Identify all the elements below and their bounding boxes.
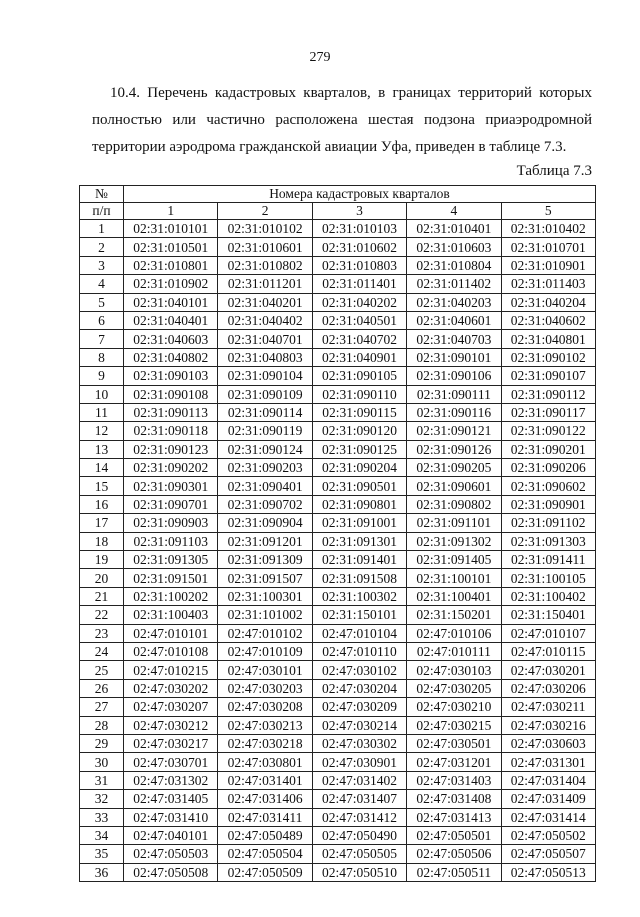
cadastral-number-cell: 02:47:031412 [312,808,406,826]
table-row [80,275,596,293]
page-number: 279 [309,50,331,65]
cadastral-number-cell: 02:47:010215 [124,661,218,679]
cadastral-number-cell: 02:31:091102 [501,514,595,532]
table-header [80,186,596,220]
cadastral-number-cell: 02:31:010802 [218,256,312,274]
cadastral-number-cell: 02:31:090903 [124,514,218,532]
row-number: 20 [80,569,124,587]
row-number: 12 [80,422,124,440]
table-row [80,642,596,660]
cadastral-number-cell: 02:31:040402 [218,311,312,329]
cadastral-number-cell: 02:47:030207 [124,698,218,716]
cadastral-number-cell: 02:31:011402 [407,275,501,293]
table-row [80,845,596,863]
cadastral-number-cell: 02:47:031401 [218,771,312,789]
cadastral-number-cell: 02:31:150201 [407,606,501,624]
cadastral-number-cell: 02:47:050506 [407,845,501,863]
cadastral-number-cell: 02:47:010101 [124,624,218,642]
table-row [80,403,596,421]
cadastral-number-cell: 02:47:030217 [124,734,218,752]
row-number: 24 [80,642,124,660]
table-row [80,367,596,385]
cadastral-number-cell: 02:31:010804 [407,256,501,274]
cadastral-number-cell: 02:47:030205 [407,679,501,697]
row-number: 14 [80,459,124,477]
cadastral-number-cell: 02:31:090102 [501,348,595,366]
cadastral-number-cell: 02:47:010107 [501,624,595,642]
cadastral-number-cell: 02:31:040401 [124,311,218,329]
cadastral-number-cell: 02:31:090112 [501,385,595,403]
cadastral-number-cell: 02:31:091501 [124,569,218,587]
cadastral-number-cell: 02:31:010101 [124,220,218,238]
cadastral-number-cell: 02:47:030212 [124,716,218,734]
cadastral-number-cell: 02:31:090904 [218,514,312,532]
cadastral-number-cell: 02:47:030201 [501,661,595,679]
table-row [80,771,596,789]
cadastral-number-cell: 02:47:031410 [124,808,218,826]
cadastral-number-cell: 02:31:011403 [501,275,595,293]
cadastral-number-cell: 02:47:010109 [218,642,312,660]
cadastral-number-cell: 02:47:031411 [218,808,312,826]
cadastral-number-cell: 02:47:050513 [501,863,595,881]
cadastral-number-cell: 02:31:090701 [124,495,218,513]
cadastral-number-cell: 02:31:090115 [312,403,406,421]
cadastral-number-cell: 02:31:010102 [218,220,312,238]
cadastral-number-cell: 02:47:030215 [407,716,501,734]
row-number: 29 [80,734,124,752]
cadastral-quarters-table [79,185,596,882]
cadastral-number-cell: 02:47:030901 [312,753,406,771]
row-number: 30 [80,753,124,771]
cadastral-number-cell: 02:47:030801 [218,753,312,771]
cadastral-number-cell: 02:47:030211 [501,698,595,716]
cadastral-number-cell: 02:31:090205 [407,459,501,477]
cadastral-number-cell: 02:31:010901 [501,256,595,274]
cadastral-number-cell: 02:47:050489 [218,826,312,844]
cadastral-number-cell: 02:47:030102 [312,661,406,679]
cadastral-number-cell: 02:31:090109 [218,385,312,403]
table-row [80,238,596,256]
table-row [80,348,596,366]
cadastral-number-cell: 02:47:031405 [124,790,218,808]
cadastral-number-cell: 02:31:010801 [124,256,218,274]
cadastral-number-cell: 02:47:030204 [312,679,406,697]
column-header: 1 [124,203,218,220]
cadastral-number-cell: 02:31:090116 [407,403,501,421]
cadastral-number-cell: 02:47:040101 [124,826,218,844]
cadastral-number-cell: 02:31:091411 [501,551,595,569]
cadastral-number-cell: 02:31:100402 [501,587,595,605]
cadastral-number-cell: 02:47:030208 [218,698,312,716]
cadastral-number-cell: 02:47:050490 [312,826,406,844]
table-row [80,422,596,440]
cadastral-number-cell: 02:47:050501 [407,826,501,844]
cadastral-number-cell: 02:31:090122 [501,422,595,440]
table-row [80,826,596,844]
row-number: 25 [80,661,124,679]
cadastral-number-cell: 02:47:030101 [218,661,312,679]
cadastral-number-cell: 02:31:090201 [501,440,595,458]
cadastral-number-cell: 02:47:031408 [407,790,501,808]
cadastral-number-cell: 02:47:050505 [312,845,406,863]
row-number: 2 [80,238,124,256]
cadastral-number-cell: 02:31:090120 [312,422,406,440]
cadastral-number-cell: 02:31:091001 [312,514,406,532]
cadastral-number-cell: 02:31:010902 [124,275,218,293]
cadastral-number-cell: 02:31:090117 [501,403,595,421]
cadastral-number-cell: 02:31:040703 [407,330,501,348]
cadastral-number-cell: 02:47:030103 [407,661,501,679]
cadastral-number-cell: 02:47:050509 [218,863,312,881]
row-number: 22 [80,606,124,624]
cadastral-number-cell: 02:31:040603 [124,330,218,348]
table-row [80,532,596,550]
cadastral-number-cell: 02:47:030501 [407,734,501,752]
table-row [80,440,596,458]
cadastral-number-cell: 02:31:040101 [124,293,218,311]
row-number: 18 [80,532,124,550]
cadastral-number-cell: 02:47:050504 [218,845,312,863]
row-number: 4 [80,275,124,293]
cadastral-number-cell: 02:31:100301 [218,587,312,605]
cadastral-number-cell: 02:31:090111 [407,385,501,403]
table-row [80,698,596,716]
row-number: 28 [80,716,124,734]
cadastral-number-cell: 02:31:090107 [501,367,595,385]
table-row [80,311,596,329]
cadastral-number-cell: 02:31:090113 [124,403,218,421]
cadastral-number-cell: 02:47:050510 [312,863,406,881]
table-row [80,716,596,734]
row-number: 27 [80,698,124,716]
cadastral-number-cell: 02:31:090204 [312,459,406,477]
cadastral-number-cell: 02:31:040901 [312,348,406,366]
table-caption: Таблица 7.3 [516,163,592,179]
cadastral-number-cell: 02:31:090702 [218,495,312,513]
cadastral-number-cell: 02:31:090602 [501,477,595,495]
row-number: 16 [80,495,124,513]
table-row [80,514,596,532]
cadastral-number-cell: 02:31:011401 [312,275,406,293]
cadastral-number-cell: 02:31:010603 [407,238,501,256]
cadastral-number-cell: 02:47:031407 [312,790,406,808]
row-number: 36 [80,863,124,881]
table-row [80,587,596,605]
cadastral-number-cell: 02:31:090105 [312,367,406,385]
cadastral-number-cell: 02:31:150401 [501,606,595,624]
cadastral-number-cell: 02:47:010108 [124,642,218,660]
row-number: 23 [80,624,124,642]
cadastral-number-cell: 02:31:090125 [312,440,406,458]
cadastral-number-cell: 02:31:090801 [312,495,406,513]
cadastral-number-cell: 02:31:090501 [312,477,406,495]
row-number: 21 [80,587,124,605]
cadastral-number-cell: 02:31:090601 [407,477,501,495]
header-row-columns [80,203,596,220]
row-number: 34 [80,826,124,844]
cadastral-number-cell: 02:31:090119 [218,422,312,440]
header-num-bottom: п/п [80,203,124,220]
cadastral-number-cell: 02:31:090103 [124,367,218,385]
cadastral-number-cell: 02:47:030216 [501,716,595,734]
cadastral-number-cell: 02:31:150101 [312,606,406,624]
cadastral-number-cell: 02:31:040202 [312,293,406,311]
cadastral-number-cell: 02:31:090802 [407,495,501,513]
cadastral-number-cell: 02:31:090206 [501,459,595,477]
table-row [80,459,596,477]
cadastral-number-cell: 02:31:040203 [407,293,501,311]
cadastral-number-cell: 02:31:100403 [124,606,218,624]
row-number: 8 [80,348,124,366]
table-row [80,808,596,826]
row-number: 3 [80,256,124,274]
cadastral-number-cell: 02:47:010110 [312,642,406,660]
table-row [80,753,596,771]
row-number: 5 [80,293,124,311]
row-number: 11 [80,403,124,421]
cadastral-number-cell: 02:47:030202 [124,679,218,697]
cadastral-number-cell: 02:47:031302 [124,771,218,789]
cadastral-number-cell: 02:47:010111 [407,642,501,660]
cadastral-number-cell: 02:31:100401 [407,587,501,605]
cadastral-number-cell: 02:31:091302 [407,532,501,550]
cadastral-number-cell: 02:47:050511 [407,863,501,881]
table-row [80,569,596,587]
cadastral-number-cell: 02:47:030603 [501,734,595,752]
cadastral-number-cell: 02:47:031201 [407,753,501,771]
cadastral-number-cell: 02:31:091201 [218,532,312,550]
cadastral-number-cell: 02:31:091101 [407,514,501,532]
row-number: 33 [80,808,124,826]
row-number: 35 [80,845,124,863]
column-header: 5 [501,203,595,220]
cadastral-number-cell: 02:47:031413 [407,808,501,826]
cadastral-number-cell: 02:31:010701 [501,238,595,256]
cadastral-number-cell: 02:31:091309 [218,551,312,569]
table-row [80,679,596,697]
row-number: 6 [80,311,124,329]
intro-paragraph: 10.4. Перечень кадастровых кварталов, в границах территорий которых полностью или частично расположена шестая подзона приаэродромной территории аэродрома гражданской авиации Уфа, приведен в таблице 7.3. [92,85,592,155]
cadastral-number-cell: 02:31:090301 [124,477,218,495]
cadastral-number-cell: 02:31:090118 [124,422,218,440]
cadastral-number-cell: 02:47:030218 [218,734,312,752]
row-number: 15 [80,477,124,495]
cadastral-number-cell: 02:31:040602 [501,311,595,329]
cadastral-number-cell: 02:31:100302 [312,587,406,605]
column-header: 2 [218,203,312,220]
cadastral-number-cell: 02:31:101002 [218,606,312,624]
cadastral-number-cell: 02:47:030209 [312,698,406,716]
cadastral-number-cell: 02:47:030302 [312,734,406,752]
cadastral-number-cell: 02:31:091303 [501,532,595,550]
cadastral-number-cell: 02:47:010102 [218,624,312,642]
cadastral-number-cell: 02:31:010602 [312,238,406,256]
cadastral-number-cell: 02:31:040803 [218,348,312,366]
cadastral-number-cell: 02:31:090101 [407,348,501,366]
table-row [80,551,596,569]
cadastral-number-cell: 02:47:031301 [501,753,595,771]
cadastral-number-cell: 02:31:040802 [124,348,218,366]
table-row [80,734,596,752]
cadastral-number-cell: 02:31:090901 [501,495,595,513]
header-row-group [80,186,596,203]
cadastral-number-cell: 02:31:090126 [407,440,501,458]
cadastral-number-cell: 02:47:010115 [501,642,595,660]
column-header: 3 [312,203,406,220]
cadastral-number-cell: 02:31:010103 [312,220,406,238]
cadastral-number-cell: 02:31:010803 [312,256,406,274]
cadastral-number-cell: 02:31:010402 [501,220,595,238]
cadastral-number-cell: 02:31:090121 [407,422,501,440]
row-number: 32 [80,790,124,808]
row-number: 13 [80,440,124,458]
table-row [80,661,596,679]
row-number: 31 [80,771,124,789]
cadastral-number-cell: 02:47:031404 [501,771,595,789]
cadastral-number-cell: 02:47:030701 [124,753,218,771]
row-number: 7 [80,330,124,348]
cadastral-number-cell: 02:31:010601 [218,238,312,256]
cadastral-number-cell: 02:31:040801 [501,330,595,348]
table-row [80,256,596,274]
cadastral-number-cell: 02:47:030210 [407,698,501,716]
cadastral-number-cell: 02:31:040204 [501,293,595,311]
cadastral-number-cell: 02:31:091103 [124,532,218,550]
cadastral-number-cell: 02:47:010104 [312,624,406,642]
row-number: 26 [80,679,124,697]
table-row [80,330,596,348]
table-row [80,477,596,495]
cadastral-number-cell: 02:31:011201 [218,275,312,293]
cadastral-number-cell: 02:31:090124 [218,440,312,458]
cadastral-number-cell: 02:31:040601 [407,311,501,329]
cadastral-number-cell: 02:31:091305 [124,551,218,569]
cadastral-number-cell: 02:47:050507 [501,845,595,863]
cadastral-number-cell: 02:47:031402 [312,771,406,789]
cadastral-number-cell: 02:47:050502 [501,826,595,844]
table-body [80,220,596,882]
cadastral-number-cell: 02:31:090110 [312,385,406,403]
table-row [80,863,596,881]
table-row [80,606,596,624]
cadastral-number-cell: 02:47:030214 [312,716,406,734]
cadastral-number-cell: 02:47:010106 [407,624,501,642]
table-row [80,790,596,808]
cadastral-number-cell: 02:31:090114 [218,403,312,421]
cadastral-number-cell: 02:31:010401 [407,220,501,238]
cadastral-number-cell: 02:31:091507 [218,569,312,587]
column-header: 4 [407,203,501,220]
cadastral-number-cell: 02:31:090106 [407,367,501,385]
cadastral-number-cell: 02:47:031403 [407,771,501,789]
cadastral-number-cell: 02:31:091401 [312,551,406,569]
cadastral-number-cell: 02:31:100105 [501,569,595,587]
cadastral-number-cell: 02:31:040201 [218,293,312,311]
cadastral-number-cell: 02:31:091508 [312,569,406,587]
table-row [80,624,596,642]
cadastral-number-cell: 02:47:031406 [218,790,312,808]
cadastral-number-cell: 02:31:040501 [312,311,406,329]
cadastral-number-cell: 02:31:100202 [124,587,218,605]
cadastral-number-cell: 02:47:031414 [501,808,595,826]
cadastral-number-cell: 02:31:010501 [124,238,218,256]
table-row [80,293,596,311]
row-number: 9 [80,367,124,385]
cadastral-number-cell: 02:31:040701 [218,330,312,348]
row-number: 10 [80,385,124,403]
table-row [80,220,596,238]
cadastral-number-cell: 02:31:091301 [312,532,406,550]
header-num-top: № [80,186,124,203]
cadastral-number-cell: 02:47:031409 [501,790,595,808]
cadastral-number-cell: 02:47:030203 [218,679,312,697]
cadastral-number-cell: 02:31:090401 [218,477,312,495]
cadastral-number-cell: 02:47:050508 [124,863,218,881]
cadastral-number-cell: 02:31:091405 [407,551,501,569]
cadastral-number-cell: 02:31:100101 [407,569,501,587]
cadastral-number-cell: 02:47:030213 [218,716,312,734]
table-row [80,495,596,513]
header-group-title: Номера кадастровых кварталов [124,186,596,203]
cadastral-number-cell: 02:31:090123 [124,440,218,458]
cadastral-number-cell: 02:31:090108 [124,385,218,403]
cadastral-number-cell: 02:31:090203 [218,459,312,477]
table-row [80,385,596,403]
cadastral-number-cell: 02:47:050503 [124,845,218,863]
row-number: 1 [80,220,124,238]
row-number: 19 [80,551,124,569]
cadastral-number-cell: 02:31:090104 [218,367,312,385]
cadastral-number-cell: 02:31:040702 [312,330,406,348]
cadastral-number-cell: 02:31:090202 [124,459,218,477]
row-number: 17 [80,514,124,532]
cadastral-number-cell: 02:47:030206 [501,679,595,697]
